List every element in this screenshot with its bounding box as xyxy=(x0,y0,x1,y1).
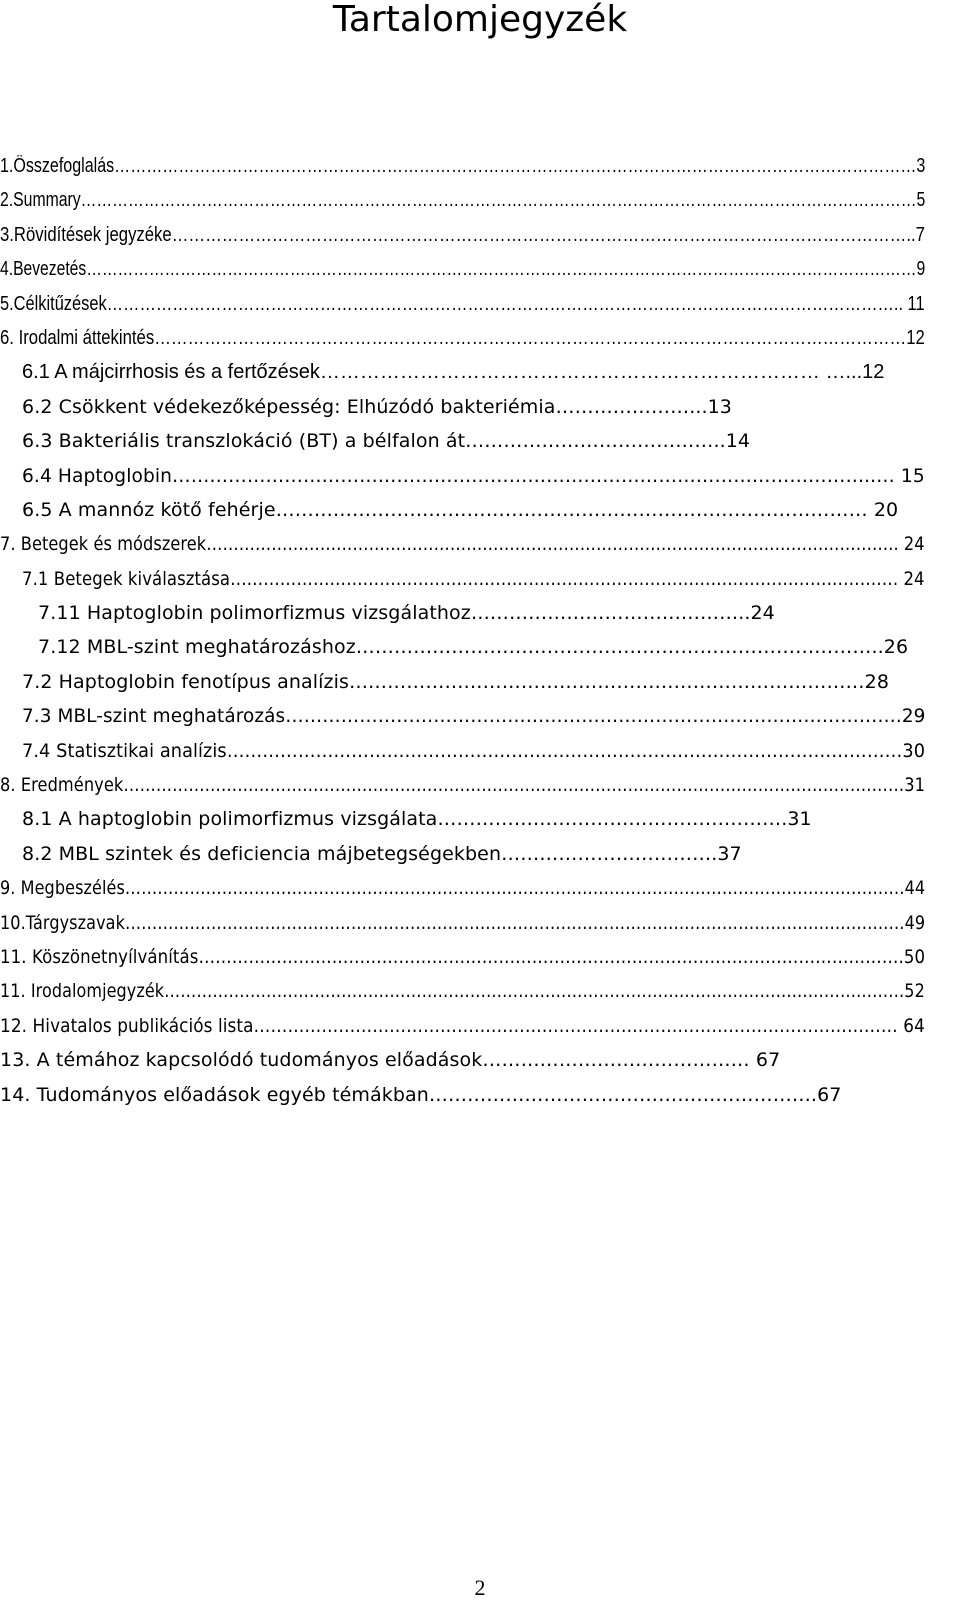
toc-entry-irodalomjegyzek: 11. Irodalomjegyzék…………………………………………………………………………………………………………………………52 xyxy=(0,980,925,1003)
toc-entry-summary: 2.Summary……………………………………………………………………………………………………………………………………………5 xyxy=(0,189,926,212)
toc-entry-egyeb-eloadasok: 14. Tudományos előadások egyéb témákban…………………………………………………….67 xyxy=(0,1083,842,1106)
toc-entry-7-1: 7.1 Betegek kiválasztása…………………………………………………………………………………………………………. 24 xyxy=(22,567,925,590)
toc-entry-7-11: 7.11 Haptoglobin polimorfizmus vizsgálathoz……………………………………..24 xyxy=(38,602,775,625)
toc-entry-megbeszeles: 9. Megbeszélés…………………………………………………………………………………………………………………………….…44 xyxy=(0,877,926,900)
toc-entry-irodalmi-attekintes: 6. Irodalmi áttekintés………………………………………………………………………………………………………………………12 xyxy=(0,326,925,349)
toc-entry-publikacios-lista: 12. Hivatalos publikációs lista…………………………………………………………………………………………………… 64 xyxy=(0,1014,925,1037)
toc-entry-8-2: 8.2 MBL szintek és deficiencia májbetegségekben…………………………….37 xyxy=(22,842,742,865)
toc-entry-eloadasok: 13. A témához kapcsolódó tudományos előadások…………………………………… 67 xyxy=(0,1049,781,1072)
toc-entry-celkituzesek: 5.Célkitűzések……………………………………………………………………………………………………………………………….. 11 xyxy=(0,292,925,315)
page-title: Tartalomjegyzék xyxy=(332,0,628,40)
toc-entry-betegek-modszerek: 7. Betegek és módszerek……………………………………………………………………………………………………………….. 24 xyxy=(0,533,925,556)
page-number: 2 xyxy=(474,1575,486,1600)
toc-entry-7-12: 7.12 MBL-szint meghatározáshoz………………………………………………………………………..26 xyxy=(38,636,909,659)
toc-entry-targyszavak: 10.Tárgyszavak…………………………………………………………………………………………………………………………….…49 xyxy=(0,911,926,934)
toc-entry-bevezetes: 4.Bevezetés……………………………………………………………………………………………………………………………………………9 xyxy=(0,258,926,281)
toc-entry-roviditesek: 3.Rövidítések jegyzéke……………………………………………………………………………………………………………………..7 xyxy=(0,223,925,246)
toc-entry-6-3: 6.3 Bakteriális transzlokáció (BT) a bélfalon át…………………………………..14 xyxy=(22,430,751,453)
toc-entry-6-1: 6.1 A májcirrhosis és a fertőzések………………………………………………………………… …...12 xyxy=(22,361,885,384)
toc-entry-eredmenyek: 8. Eredmények………………………………………………………………………………………………………………………………31 xyxy=(0,774,925,797)
toc-entry-koszonetnyilvanitas: 11. Köszönetnyílvánítás……………………………………………………………………………………………………………….50 xyxy=(0,945,926,968)
toc-entry-6-2: 6.2 Csökkent védekezőképesség: Elhúzódó bakteriémia…………………...13 xyxy=(22,395,732,418)
toc-entry-osszefoglalas: 1.Összefoglalás……………………………………………………………………………………………………………………………………3 xyxy=(0,155,926,177)
toc-entry-7-3: 7.3 MBL-szint meghatározás……………………………………………………………………………………….29 xyxy=(22,705,926,728)
toc-entry-6-5: 6.5 A mannóz kötő fehérje………………………………………………………………………………… 20 xyxy=(22,498,899,521)
toc-entry-8-1: 8.1 A haptoglobin polimorfizmus vizsgálata……………………………………………….31 xyxy=(22,808,812,831)
toc-entry-7-4: 7.4 Statisztikai analízis……………………………………………………………………………………………………30 xyxy=(22,739,926,762)
toc-entry-7-2: 7.2 Haptoglobin fenotípus analízis………………………………………………………………………28 xyxy=(22,670,890,693)
toc-entry-6-4: 6.4 Haptoglobin…………………………………………………………………………………………………..… 15 xyxy=(22,464,925,487)
table-of-contents xyxy=(0,151,960,1114)
